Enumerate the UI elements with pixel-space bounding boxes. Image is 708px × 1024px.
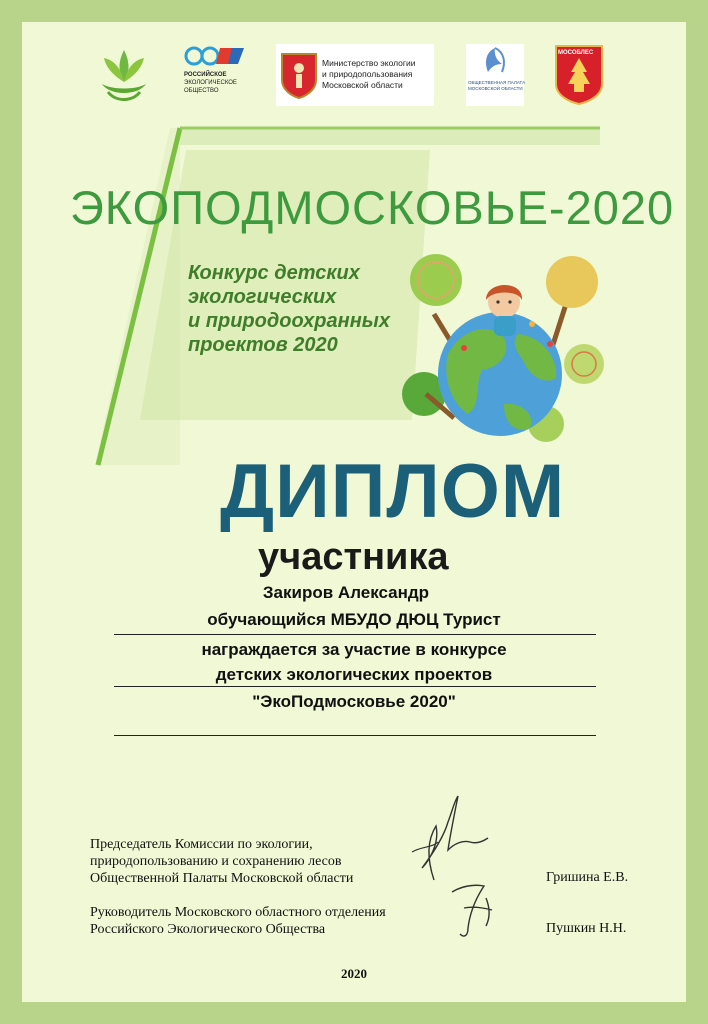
subtitle-line-4: проектов 2020 <box>188 334 338 356</box>
divider-line-1 <box>114 634 596 635</box>
divider-line-3 <box>114 735 596 736</box>
public-chamber-logo <box>466 44 524 106</box>
award-text: награждается за участие в конкурсе <box>201 640 507 659</box>
mosobles-logo-text: МОСОБЛЕС <box>558 50 594 56</box>
signatory-2-line-1: Руководитель Московского областного отделения <box>90 905 386 920</box>
diploma-heading: ДИПЛОМ <box>220 449 566 534</box>
signatory-1-line-1: Председатель Комиссии по экологии, <box>90 837 313 852</box>
contest-title: ЭКОПОДМОСКОВЬЕ-2020 <box>70 181 675 234</box>
ministry-logo-text-1: Министерство экологии <box>322 58 416 68</box>
divider-line-2 <box>114 686 596 687</box>
globe-illustration <box>400 244 622 454</box>
ministry-logo-text-3: Московской области <box>322 80 403 90</box>
participant-label: участника <box>258 536 449 578</box>
signatory-1-position <box>90 836 353 887</box>
public-chamber-text-2: МОСКОВСКОЙ ОБЛАСТИ <box>468 86 523 91</box>
reo-logo-text-2: ЭКОЛОГИЧЕСКОЕ <box>184 80 237 86</box>
signatory-2-name: Пушкин Н.Н. <box>546 921 627 936</box>
ministry-logo <box>276 44 434 106</box>
subtitle-line-1: Конкурс детских <box>188 262 360 284</box>
reo-logo <box>184 44 246 106</box>
recipient-school: обучающийся МБУДО ДЮЦ Турист <box>207 610 501 629</box>
lotus-logo <box>96 44 152 106</box>
signatory-2-position <box>90 904 386 938</box>
signature-2-mark <box>446 878 506 942</box>
signature-1-mark <box>392 792 492 884</box>
mosobles-logo <box>554 44 604 106</box>
ministry-logo-text-2: и природопользования <box>322 69 413 79</box>
signatory-1-name: Гришина Е.В. <box>546 870 629 885</box>
signatory-1-line-3: Общественной Палаты Московской области <box>90 871 354 886</box>
subtitle-line-3: и природоохранных <box>188 310 390 332</box>
recipient-name: Закиров Александр <box>262 583 430 602</box>
reo-logo-text-3: ОБЩЕСТВО <box>184 88 219 94</box>
contest-name-text: "ЭкоПодмосковье 2020" <box>252 692 456 711</box>
signatory-1-line-2: природопользованию и сохранению лесов <box>90 854 342 869</box>
subtitle-line-2: экологических <box>188 286 337 308</box>
signatory-2-line-2: Российского Экологического Общества <box>90 922 326 937</box>
year-label: 2020 <box>341 966 367 981</box>
public-chamber-text-1: ОБЩЕСТВЕННАЯ ПАЛАТА <box>468 80 526 85</box>
contest-text: детских экологических проектов <box>215 665 493 684</box>
reo-logo-text-1: РОССИЙСКОЕ <box>184 72 227 78</box>
